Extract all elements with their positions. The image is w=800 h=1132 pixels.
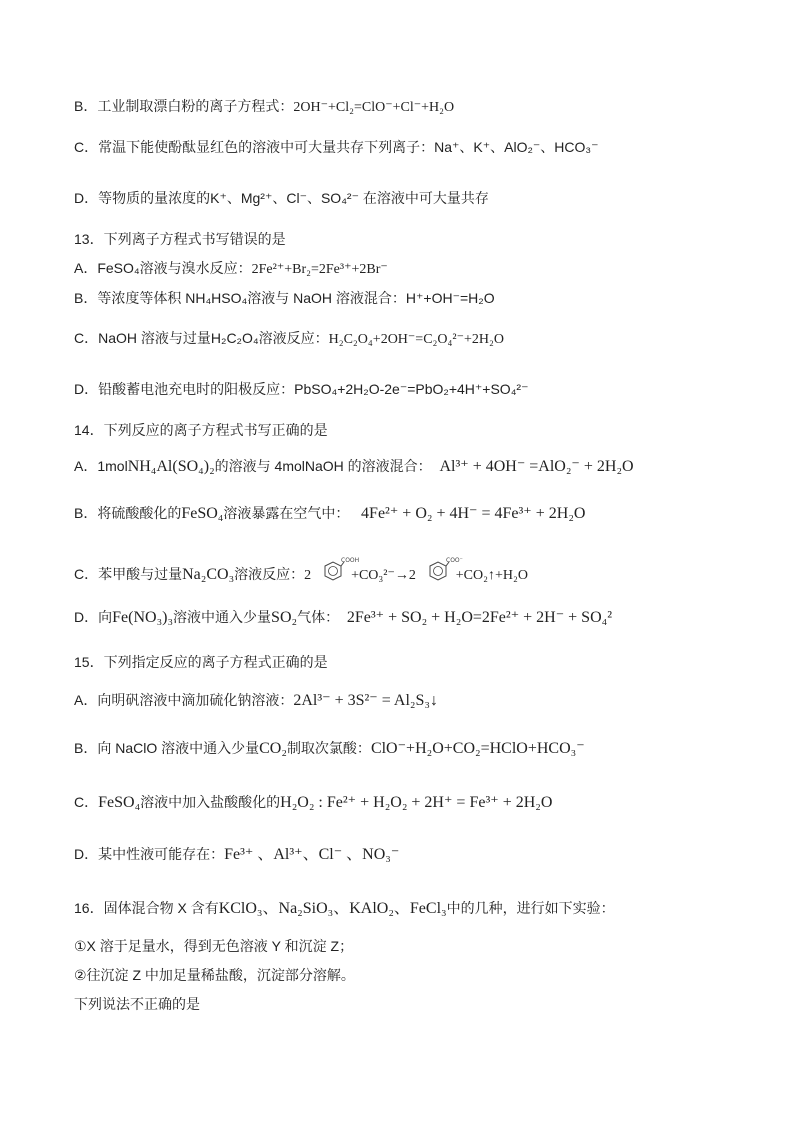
q14-a-mid: 的溶液与 4molNaOH 的溶液混合： [214, 458, 432, 474]
q14-c-coef: 2 [304, 568, 312, 584]
benzoate-structure [420, 557, 463, 593]
q12-c-label: C．常温下能使酚酞显红色的溶液中可大量共存下列离子： [74, 139, 435, 155]
q16-stem [74, 898, 615, 919]
q14-b-pre: B．将硫酸酸化的 [74, 505, 182, 521]
q14-c-formula: Na₂CO₃ [182, 566, 235, 584]
q13-d-label: D．铅酸蓄电池充电时的阳极反应： [74, 381, 295, 397]
q14-b-mid: 溶液暴露在空气中： [223, 505, 350, 521]
q13-c-equation: H₂C₂O₄+2OH⁻=C₂O₄²⁻+2H₂O [328, 332, 504, 347]
q14-d-mid2: 气体： [297, 609, 340, 625]
q13-option-a [74, 258, 388, 280]
q14-d-formula: Fe(NO₃)₃ [112, 609, 174, 626]
q15-a-equation: 2Al³⁻ + 3S²⁻ = Al₂S₃↓ [293, 692, 438, 709]
q13-b-equation: H⁺+OH⁻=H₂O [405, 290, 495, 306]
q15-b-equation: ClO⁻+H₂O+CO₂=HClO+HCO₃⁻ [370, 740, 585, 757]
q14-stem: 14．下列反应的离子方程式书写正确的是 [74, 422, 328, 438]
q12-option-c [74, 137, 599, 157]
q15-c-equation: H₂O₂ : Fe²⁺ + H₂O₂ + 2H⁺ = Fe³⁺ + 2H₂O [280, 794, 553, 811]
q16-step-2: ②往沉淀 Z 中加足量稀盐酸，沉淀部分溶解。 [74, 967, 355, 983]
q15-option-d [74, 844, 399, 865]
q12-d-label-pre: D．等物质的量浓度的 [74, 190, 211, 206]
q13-d-equation: PbSO₄+2H₂O-2e⁻=PbO₂+4H⁺+SO₄²⁻ [294, 381, 529, 397]
q14-d-mid: 溶液中通入少量 [173, 609, 272, 625]
q15-c-pre: C． [74, 794, 99, 810]
q16-question: 下列说法不正确的是 [74, 996, 200, 1012]
q15-stem: 15．下列指定反应的离子方程式正确的是 [74, 654, 328, 670]
q14-d-gas: SO₂ [271, 609, 298, 626]
q13-a-equation: 2Fe²⁺+Br₂=2Fe³⁺+2Br⁻ [251, 262, 388, 277]
q14-c-tail: +CO₂↑+H₂O [455, 568, 528, 584]
q15-d-ions: Fe³⁺ 、Al³⁺、Cl⁻ 、NO₃⁻ [224, 846, 400, 863]
q15-b-gas: CO₂ [259, 740, 287, 757]
q13-option-c [74, 328, 504, 350]
q14-b-equation: 4Fe²⁺ + O₂ + 4H⁻ = 4Fe³⁺ + 2H₂O [361, 505, 586, 522]
q12-c-ions: Na⁺、K⁺、AlO₂⁻、HCO₃⁻ [434, 139, 599, 155]
q12-d-label-post: 在溶液中可大量共存 [362, 190, 489, 206]
q15-option-b [74, 738, 585, 759]
q14-a-equation: Al³⁺ + 4OH⁻ =AlO₂⁻ + 2H₂O [439, 458, 634, 475]
q14-d-equation: 2Fe³⁺ + SO₂ + H₂O=2Fe²⁺ + 2H⁻ + SO₄² [346, 609, 613, 626]
q15-option-a [74, 690, 438, 711]
q13-stem: 13．下列离子方程式书写错误的是 [74, 231, 286, 247]
q14-option-d [74, 607, 612, 628]
q15-option-c [74, 792, 552, 813]
q14-c-carbonate: +CO₃²⁻→2 [351, 568, 416, 584]
q13-b-label: B．等浓度等体积 NH₄HSO₄溶液与 NaOH 溶液混合： [74, 290, 406, 306]
q16-compound-list: KClO₃、Na₂SiO₃、KAlO₂、FeCl₃ [218, 900, 447, 917]
cooh-label: COOH [341, 557, 360, 564]
q14-a-formula: NH₄Al(SO₄)₂ [127, 458, 215, 475]
q12-option-d [74, 188, 489, 208]
coo-label: COO⁻ [445, 557, 463, 564]
q13-option-b [74, 288, 495, 308]
q13-a-label: A．FeSO₄溶液与溴水反应： [74, 260, 252, 276]
q14-option-c [74, 558, 528, 593]
q12-d-ions: K⁺、Mg²⁺、Cl⁻、SO₄²⁻ [210, 190, 359, 206]
q15-d-label: D．某中性液可能存在： [74, 846, 225, 862]
q14-option-b [74, 503, 585, 524]
q15-b-mid: 制取次氯酸： [286, 740, 371, 756]
q14-option-a [74, 456, 634, 477]
benzoic-acid-structure [315, 557, 360, 593]
q15-a-label: A．向明矾溶液中滴加硫化钠溶液： [74, 692, 294, 708]
q12-b-equation: 2OH⁻+Cl₂=ClO⁻+Cl⁻+H₂O [293, 100, 455, 115]
q15-b-pre: B．向 NaClO 溶液中通入少量 [74, 740, 260, 756]
q15-c-mid: 溶液中加入盐酸酸化的 [140, 794, 281, 810]
q14-c-pre: C．苯甲酸与过量 [74, 566, 183, 583]
q16-step-1: ①X 溶于足量水，得到无色溶液 Y 和沉淀 Z； [74, 938, 354, 954]
q15-c-formula: FeSO₄ [98, 794, 141, 811]
q12-option-b [74, 96, 454, 118]
q14-c-mid: 溶液反应： [234, 566, 305, 583]
q13-option-d [74, 379, 528, 399]
q14-d-pre: D．向 [74, 609, 113, 625]
q16-stem-pre: 16．固体混合物 X 含有 [74, 900, 219, 916]
q14-a-pre: A．1mol [74, 458, 128, 474]
q12-b-label: B．工业制取漂白粉的离子方程式： [74, 98, 294, 114]
q14-b-formula: FeSO₄ [181, 505, 224, 522]
q16-stem-post: 中的几种，进行如下实验： [446, 900, 615, 916]
q13-c-label: C．NaOH 溶液与过量H₂C₂O₄溶液反应： [74, 330, 329, 346]
